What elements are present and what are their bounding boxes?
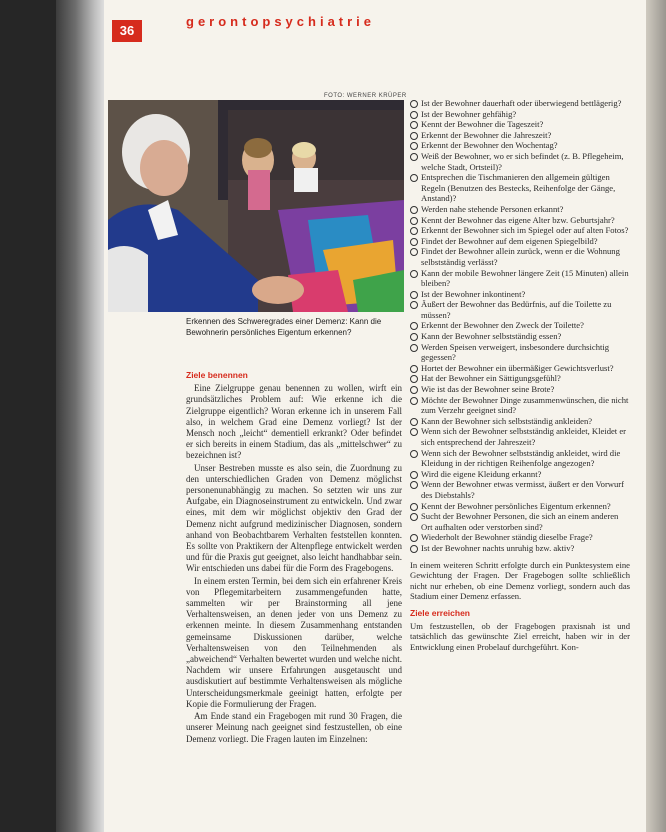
circle-bullet-icon: [410, 227, 418, 235]
list-item: Kann der Bewohner sich selbstständig ankleiden?: [410, 416, 630, 427]
circle-bullet-icon: [410, 100, 418, 108]
paragraph: Unser Bestreben musste es also sein, die Zuordnung zu den unterschiedlichen Graden von Demenz möglichst personenunabhängig zu machen. So setzten wir uns zur Aufgabe, ein Diagnoseinstrument zu entwickeln. Und zwar eines, mit dem wir möglichst objektiv den Grad der Demenz nicht aufgrund medizinischer Diagnosen, sondern anhand von Beobachtbarem Verhalten feststellen konnten. Es sollte von Praktikern der Altenpflege entwickelt werden und für die Praxis gut geeignet, also leicht handhabbar sein. Wir entschieden uns dabei für die Form des Fragebogens.: [186, 462, 402, 574]
list-item: Äußert der Bewohner das Bedürfnis, auf die Toilette zu müssen?: [410, 299, 630, 320]
list-item: Ist der Bewohner gehfähig?: [410, 109, 630, 120]
list-item: Weiß der Bewohner, wo er sich befindet (z. B. Pflegeheim, welche Stadt, Ortsteil)?: [410, 151, 630, 172]
circle-bullet-icon: [410, 132, 418, 140]
circle-bullet-icon: [410, 174, 418, 182]
circle-bullet-icon: [410, 503, 418, 511]
list-item: Ist der Bewohner dauerhaft oder überwiegend bettlägerig?: [410, 98, 630, 109]
list-item: Werden Speisen verweigert, insbesondere durchsichtig gegessen?: [410, 342, 630, 363]
circle-bullet-icon: [410, 153, 418, 161]
list-item: Ist der Bewohner nachts unruhig bzw. aktiv?: [410, 543, 630, 554]
list-item: Sucht der Bewohner Personen, die sich an einem anderen Ort aufhalten oder verstorben sind?: [410, 511, 630, 532]
circle-bullet-icon: [410, 365, 418, 373]
list-item: Kennt der Bewohner das eigene Alter bzw. Geburtsjahr?: [410, 215, 630, 226]
circle-bullet-icon: [410, 545, 418, 553]
questionnaire-list: [410, 98, 630, 554]
circle-bullet-icon: [410, 206, 418, 214]
paragraph: Um festzustellen, ob der Fragebogen praxisnah ist und tatsächlich das gewünschte Ziel erreicht, haben wir in der Entwicklung einen Probelauf durchgeführt. Kon-: [410, 620, 630, 652]
circle-bullet-icon: [410, 418, 418, 426]
circle-bullet-icon: [410, 481, 418, 489]
photo-credit: FOTO: WERNER KRÜPER: [324, 93, 407, 99]
section-ziele-erreichen: [410, 608, 630, 652]
paragraph: Eine Zielgruppe genau benennen zu wollen, wirft ein grundsätzliches Problem auf: Wie erkenne ich die Zielgruppe eigentlich? Woran erkenne ich in unserem Fall also, in welchem Grad eine Demenz vorliegt? Ist der Mensch noch „leicht“ dementiell erkrankt? Oder befindet er sich bereits in einem Stadium, das als „mittelschwer“ zu bezeichnen ist?: [186, 383, 402, 461]
circle-bullet-icon: [410, 238, 418, 246]
circle-bullet-icon: [410, 397, 418, 405]
list-item: Kennt der Bewohner die Tageszeit?: [410, 119, 630, 130]
document-page: [104, 0, 646, 832]
list-item: Erkennt der Bewohner den Wochentag?: [410, 140, 630, 151]
list-item: Wenn sich der Bewohner selbstständig ankleidet, Kleidet er sich entsprechend der Jahreszeit?: [410, 426, 630, 447]
list-item: Kann der Bewohner selbstständig essen?: [410, 331, 630, 342]
circle-bullet-icon: [410, 291, 418, 299]
paragraph: In einem weiteren Schritt erfolgte durch ein Punktesystem eine Gewichtung der Fragen. Der Fragebogen sollte schließlich nicht nur erheben, ob eine Demenz vorliegt, sondern auch das Stadium einer Demenz erfassen.: [410, 559, 630, 602]
list-item: Findet der Bewohner auf dem eigenen Spiegelbild?: [410, 236, 630, 247]
circle-bullet-icon: [410, 322, 418, 330]
section-heading-ziele-erreichen: Ziele erreichen: [410, 607, 471, 618]
figure-caption: Erkennen des Schweregrades einer Demenz: Kann die Bewohnerin persönliches Eigentum erkennen?: [186, 317, 382, 337]
list-item: Hat der Bewohner ein Sättigungsgefühl?: [410, 373, 630, 384]
paragraph: In einem ersten Termin, bei dem sich ein erfahrener Kreis von Pflegemitarbeitern zusammengefunden hatte, sammelten wir per Brainstorming all jene Verhaltensweisen, an denen jeder von uns Demenz zu erkennen meinte. In diesem Zusammenhang entstanden gemeinsame Diskussionen darüber, welche Verhaltensweisen von den Teilnehmenden als „abweichend“ Verhalten bewertet wurden und welche nicht. Nachdem wir unsere Erfahrungen ausgetauscht und ausdiskutiert auf bestimmte Verhaltensweisen als mögliche Unterscheidungsmerkmale geeinigt hatten, erfolgte per Kopie die Formulierung der Fragen.: [186, 575, 402, 709]
page-stack-edge: [56, 0, 104, 832]
circle-bullet-icon: [410, 333, 418, 341]
list-item: Erkennt der Bewohner sich im Spiegel oder auf alten Fotos?: [410, 225, 630, 236]
list-item: Wie ist das der Bewohner seine Brote?: [410, 384, 630, 395]
list-item: Ist der Bewohner inkontinent?: [410, 289, 630, 300]
circle-bullet-icon: [410, 450, 418, 458]
circle-bullet-icon: [410, 513, 418, 521]
circle-bullet-icon: [410, 121, 418, 129]
list-item: Werden nahe stehende Personen erkannt?: [410, 204, 630, 215]
list-item: Kann der mobile Bewohner längere Zeit (15 Minuten) allein bleiben?: [410, 268, 630, 289]
list-item: Erkennt der Bewohner den Zweck der Toilette?: [410, 320, 630, 331]
circle-bullet-icon: [410, 301, 418, 309]
list-item: Wenn der Bewohner etwas vermisst, äußert er den Vorwurf des Diebstahls?: [410, 479, 630, 500]
list-item: Möchte der Bewohner Dinge zusammenwünschen, die nicht zum Verzehr geeignet sind?: [410, 395, 630, 416]
list-item: Wenn sich der Bewohner selbstständig ankleidet, wird die Kleidung in der richtigen Reihenfolge angezogen?: [410, 448, 630, 469]
circle-bullet-icon: [410, 471, 418, 479]
list-item: Kennt der Bewohner persönliches Eigentum erkennen?: [410, 501, 630, 512]
photo-elderly-woman-dolls: [108, 100, 404, 312]
circle-bullet-icon: [410, 534, 418, 542]
circle-bullet-icon: [410, 270, 418, 278]
circle-bullet-icon: [410, 111, 418, 119]
right-column: [410, 98, 630, 653]
closing-block: [410, 560, 630, 602]
circle-bullet-icon: [410, 375, 418, 383]
circle-bullet-icon: [410, 248, 418, 256]
list-item: Entsprechen die Tischmanieren den allgemein gültigen Regeln (Benutzen des Bestecks, Reihenfolge der Gänge, Anstand)?: [410, 172, 630, 204]
running-title: gerontopsychiatrie: [186, 14, 376, 29]
page-edge-right: [646, 0, 666, 832]
left-column: [186, 370, 402, 746]
list-item: Erkennt der Bewohner die Jahreszeit?: [410, 130, 630, 141]
page-number: 36: [112, 20, 142, 42]
list-item: Wiederholt der Bewohner ständig dieselbe Frage?: [410, 532, 630, 543]
circle-bullet-icon: [410, 344, 418, 352]
circle-bullet-icon: [410, 386, 418, 394]
circle-bullet-icon: [410, 142, 418, 150]
list-item: Hortet der Bewohner ein übermäßiger Gewichtsverlust?: [410, 363, 630, 374]
paragraph: Am Ende stand ein Fragebogen mit rund 30 Fragen, die unserer Meinung nach geeignet sind festzustellen, ob eine Demenz vorliegt. Die Fragen lauten im Einzelnen:: [186, 711, 402, 744]
list-item: Wird die eigene Kleidung erkannt?: [410, 469, 630, 480]
circle-bullet-icon: [410, 217, 418, 225]
circle-bullet-icon: [410, 428, 418, 436]
section-heading-ziele-benennen: Ziele benennen: [186, 370, 248, 380]
list-item: Findet der Bewohner allein zurück, wenn er die Wohnung selbstständig verlässt?: [410, 246, 630, 267]
